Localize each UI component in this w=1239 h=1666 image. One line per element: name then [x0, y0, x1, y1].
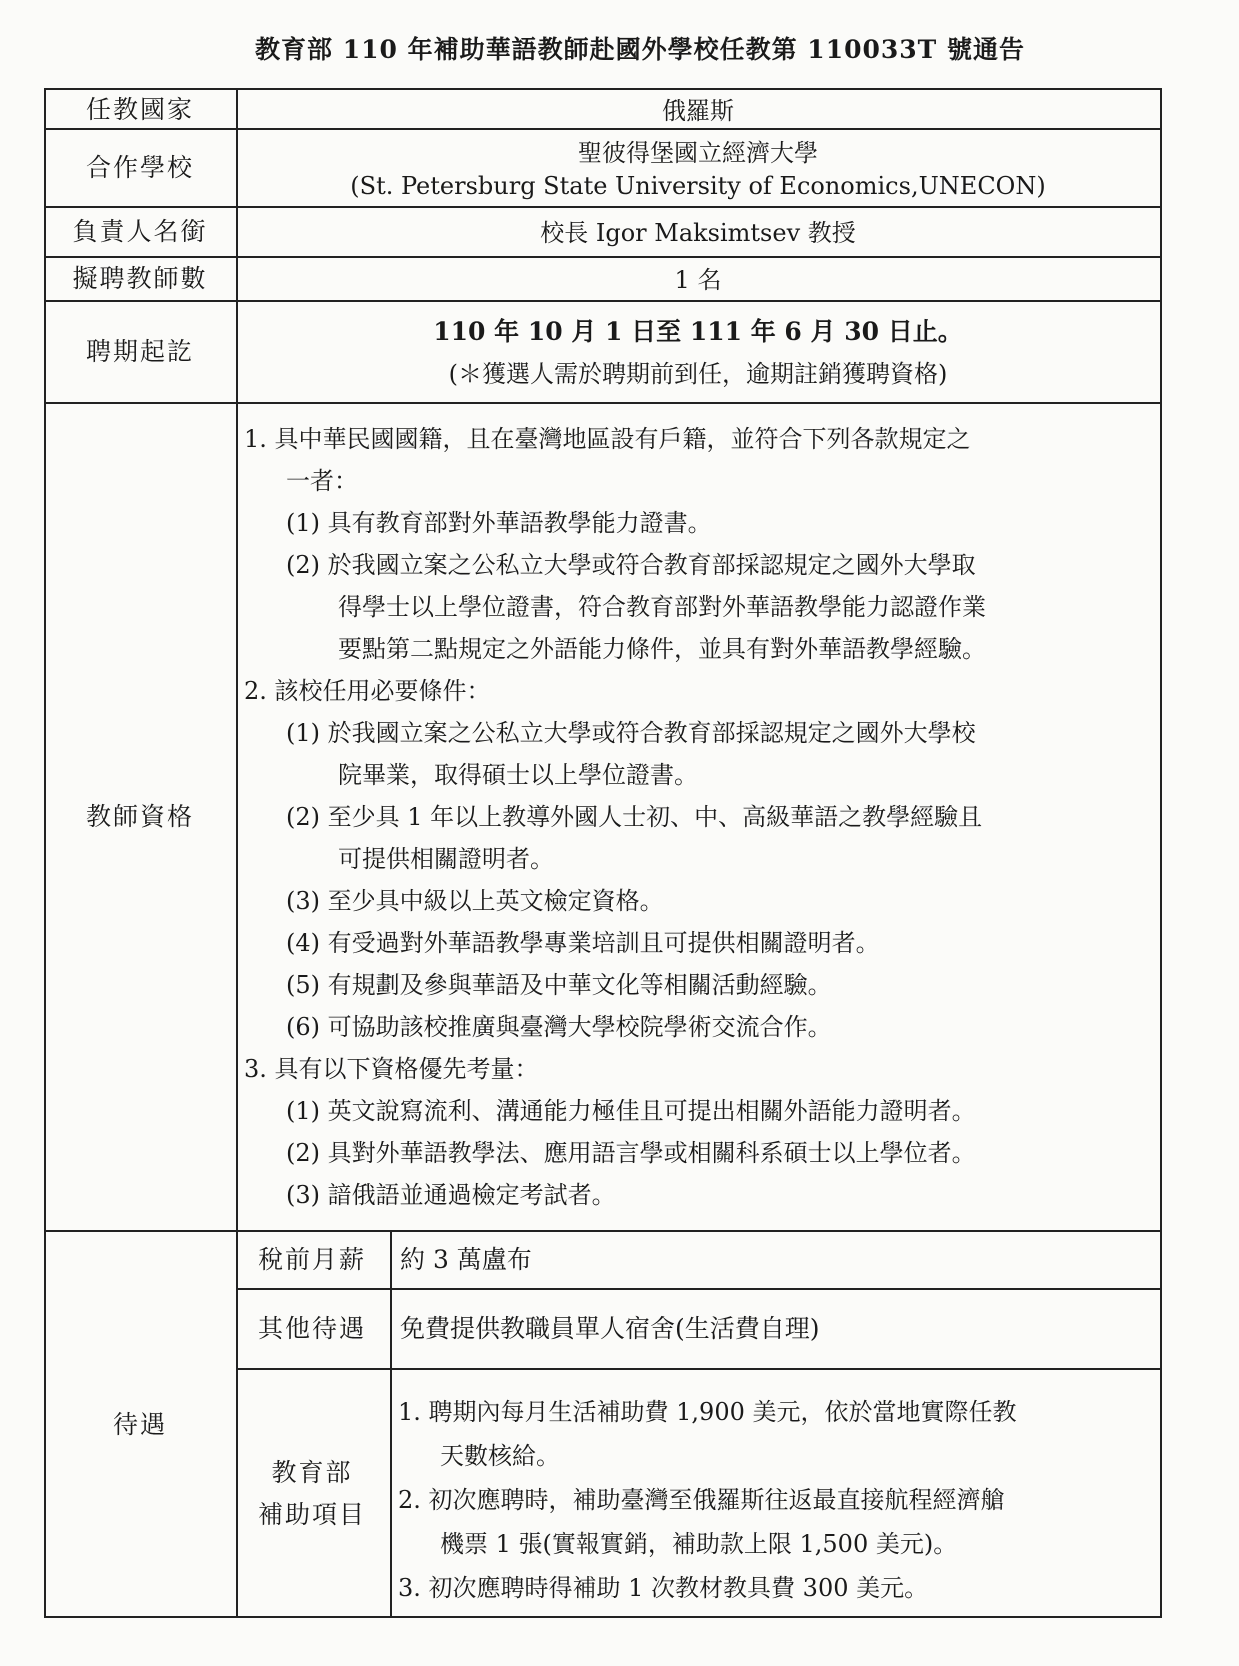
subsidy-item: 1. 聘期內每月生活補助費 1,900 美元，依於當地實際任教 — [398, 1398, 1017, 1426]
head-value: 校長 Igor Maksimtsev 教授 — [540, 218, 856, 247]
qual-item-cont: 一者： — [286, 467, 358, 495]
qualifications-list — [244, 418, 1144, 1216]
qual-subitem: (2) 於我國立案之公私立大學或符合教育部採認規定之國外大學取 — [286, 551, 976, 579]
qual-subitem-cont: 院畢業，取得碩士以上學位證書。 — [338, 761, 698, 789]
country-value: 俄羅斯 — [662, 96, 734, 125]
moe-subsidy-label — [236, 1368, 388, 1616]
notice-title: 教育部 110 年補助華語教師赴國外學校任教第 110033T 號通告 — [255, 35, 1025, 64]
count-label: 擬聘教師數 — [72, 264, 208, 293]
salary-label: 稅前月薪 — [257, 1245, 366, 1274]
qual-item: 3. 具有以下資格優先考量： — [244, 1055, 539, 1083]
qual-subitem: (3) 至少具中級以上英文檢定資格。 — [286, 887, 664, 915]
other-benefits-label: 其他待遇 — [257, 1314, 366, 1343]
school-name-zh: 聖彼得堡國立經濟大學 — [578, 138, 818, 167]
count-value: 1 名 — [674, 265, 722, 294]
qual-subitem: (6) 可協助該校推廣與臺灣大學校院學術交流合作。 — [286, 1013, 832, 1041]
qual-subitem-cont: 要點第二點規定之外語能力條件，並具有對外華語教學經驗。 — [338, 635, 986, 663]
qual-subitem: (5) 有規劃及參與華語及中華文化等相關活動經驗。 — [286, 971, 832, 999]
country-label: 任教國家 — [85, 95, 194, 124]
qualifications-label: 教師資格 — [85, 802, 194, 831]
school-name-en: (St. Petersburg State University of Economics,UNECON) — [350, 171, 1046, 200]
qual-subitem: (2) 具對外華語教學法、應用語言學或相關科系碩士以上學位者。 — [286, 1139, 976, 1167]
qual-subitem-cont: 可提供相關證明者。 — [338, 845, 554, 873]
period-dates: 110 年 10 月 1 日至 111 年 6 月 30 日止。 — [433, 316, 963, 346]
qual-subitem: (1) 英文說寫流利、溝通能力極佳且可提出相關外語能力證明者。 — [286, 1097, 976, 1125]
qual-subitem: (1) 於我國立案之公私立大學或符合教育部採認規定之國外大學校 — [286, 719, 976, 747]
period-label: 聘期起訖 — [85, 337, 194, 366]
qual-item: 2. 該校任用必要條件： — [244, 677, 491, 705]
benefits-label: 待遇 — [112, 1410, 167, 1439]
qual-subitem: (2) 至少具 1 年以上教導外國人士初、中、高級華語之教學經驗且 — [286, 803, 983, 831]
column-divider — [390, 1230, 392, 1616]
head-label: 負責人名銜 — [72, 217, 208, 246]
moe-subsidy-list — [398, 1390, 1168, 1610]
qual-subitem: (4) 有受過對外華語教學專業培訓且可提供相關證明者。 — [286, 929, 880, 957]
period-note: (＊獲選人需於聘期前到任，逾期註銷獲聘資格) — [448, 359, 948, 388]
salary-value: 約 3 萬盧布 — [400, 1245, 532, 1274]
qual-subitem: (1) 具有教育部對外華語教學能力證書。 — [286, 509, 712, 537]
subsidy-item: 3. 初次應聘時得補助 1 次教材教具費 300 美元。 — [398, 1574, 929, 1602]
qual-item: 1. 具中華民國國籍，且在臺灣地區設有戶籍，並符合下列各款規定之 — [244, 425, 971, 453]
period-value — [236, 300, 1160, 400]
qual-subitem-cont: 得學士以上學位證書，符合教育部對外華語教學能力認證作業 — [338, 593, 986, 621]
qual-subitem: (3) 諳俄語並通過檢定考試者。 — [286, 1181, 616, 1209]
moe-label-line2: 補助項目 — [257, 1500, 366, 1529]
subsidy-item-cont: 機票 1 張(實報實銷，補助款上限 1,500 美元)。 — [440, 1530, 958, 1558]
moe-label-line1: 教育部 — [271, 1458, 353, 1487]
other-benefits-value: 免費提供教職員單人宿舍(生活費自理) — [400, 1314, 820, 1343]
subsidy-item-cont: 天數核給。 — [440, 1442, 560, 1470]
subsidy-item: 2. 初次應聘時，補助臺灣至俄羅斯往返最直接航程經濟艙 — [398, 1486, 1005, 1514]
school-value — [236, 128, 1160, 204]
school-label: 合作學校 — [85, 153, 194, 182]
